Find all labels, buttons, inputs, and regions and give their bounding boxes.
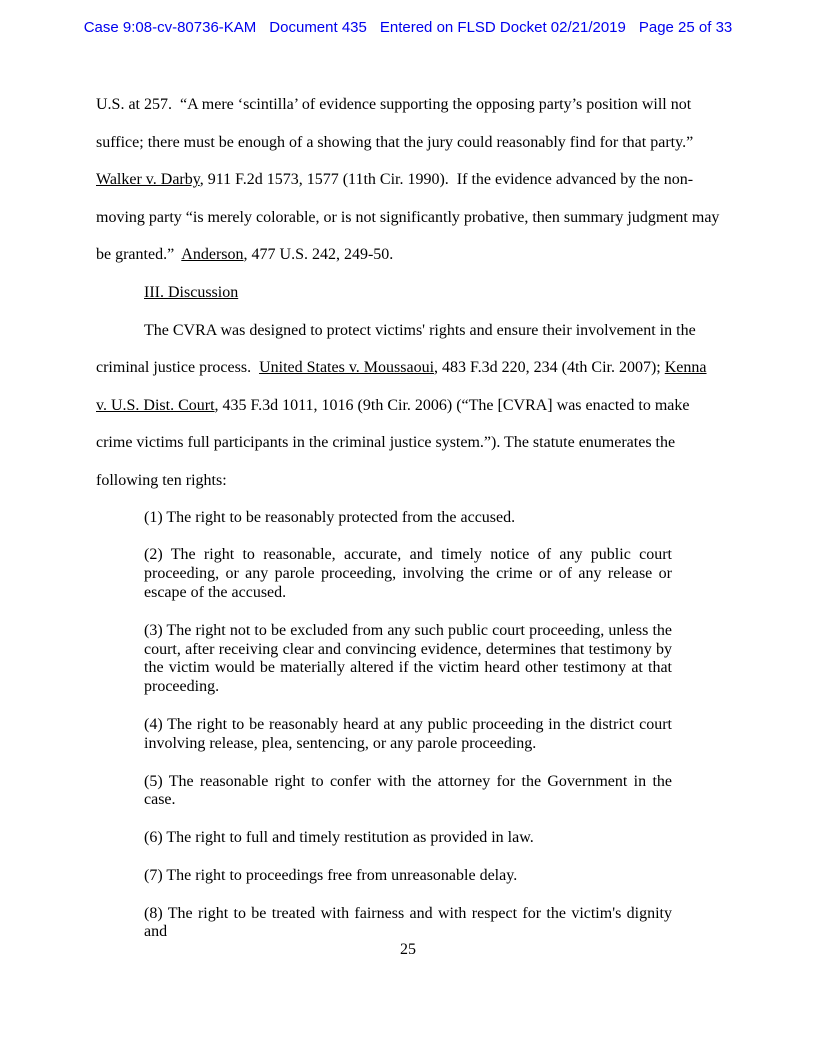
text-run: (8) The right to be treated with fairness and with respect for the victim's dignity and bbox=[144, 904, 672, 941]
underlined-citation: Anderson bbox=[181, 246, 244, 264]
docket-header-part: Page 25 of 33 bbox=[638, 19, 733, 36]
page-number: 25 bbox=[400, 941, 416, 958]
docket-header-part: Document 435 bbox=[269, 19, 367, 36]
docket-header-part: Entered on FLSD Docket 02/21/2019 bbox=[379, 19, 626, 36]
docket-header-part: Case 9:08-cv-80736-KAM bbox=[83, 19, 257, 36]
text-run: (7) The right to proceedings free from unreasonable delay. bbox=[144, 866, 518, 884]
list-item bbox=[144, 773, 672, 811]
underlined-citation: Walker v. Darby bbox=[96, 171, 200, 189]
text-run: , 911 F.2d 1573, 1577 (11th Cir. 1990). If the evidence advanced by the non-moving party “is merely colorable, or is not significantly probative, then summary judgment may be granted.” bbox=[96, 171, 720, 264]
underlined-citation: III. Discussion bbox=[144, 283, 239, 301]
text-run: (5) The reasonable right to confer with the attorney for the Government in the case. bbox=[144, 772, 672, 809]
docket-header bbox=[0, 19, 816, 36]
text-run: (4) The right to be reasonably heard at any public proceeding in the district court involving release, plea, sentencing, or any parole proceeding. bbox=[144, 715, 672, 752]
text-run: , 435 F.3d 1011, 1016 (9th Cir. 2006) (“The [CVRA] was enacted to make crime victims full participants in the criminal justice system.”). The statute enumerates the following ten rights: bbox=[96, 396, 690, 489]
text-run: (6) The right to full and timely restitution as provided in law. bbox=[144, 829, 534, 847]
list-item bbox=[144, 716, 672, 754]
text-run: The CVRA was designed to protect victims' rights and ensure their involvement in the criminal justice process. bbox=[96, 321, 696, 377]
underlined-citation: Kenna v. U.S. Dist. Court bbox=[96, 359, 707, 414]
list-item bbox=[144, 867, 672, 886]
paragraph bbox=[96, 86, 720, 274]
text-run: U.S. at 257. “A mere ‘scintilla’ of evidence supporting the opposing party’s position will not suffice; there must be enough of a showing that the jury could reasonably find for that party.” bbox=[96, 96, 698, 151]
paragraph bbox=[96, 312, 720, 500]
section-heading bbox=[96, 274, 720, 312]
text-run: (1) The right to be reasonably protected from the accused. bbox=[144, 508, 516, 526]
list-item bbox=[144, 509, 672, 528]
list-item bbox=[144, 546, 672, 602]
document-body bbox=[96, 86, 720, 942]
text-run: (3) The right not to be excluded from any such public court proceeding, unless the court, after receiving clear and convincing evidence, determines that testimony by the victim would be materially altered if the victim heard other testimony at that proceeding. bbox=[144, 621, 672, 696]
text-run: (2) The right to reasonable, accurate, and timely notice of any public court proceeding, or any parole proceeding, involving the crime or of any release or escape of the accused. bbox=[144, 546, 672, 601]
text-run: , 483 F.3d 220, 234 (4th Cir. 2007); bbox=[434, 359, 665, 377]
list-item bbox=[144, 905, 672, 943]
text-run: , 477 U.S. 242, 249-50. bbox=[243, 246, 394, 264]
list-item bbox=[144, 622, 672, 697]
underlined-citation: United States v. Moussaoui bbox=[259, 359, 435, 377]
list-item bbox=[144, 829, 672, 848]
